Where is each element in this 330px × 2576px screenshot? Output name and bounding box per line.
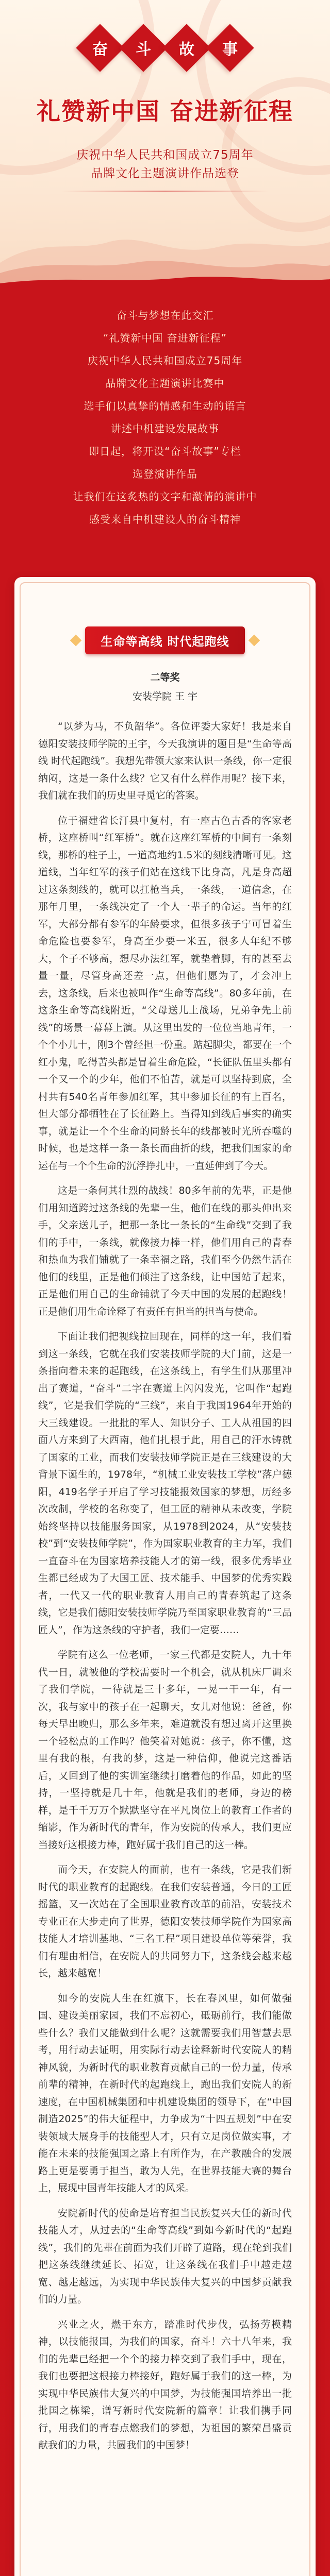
intro-line: 选登演讲作品 [133, 468, 197, 480]
hero-banner [0, 0, 330, 289]
column-tag: 奋 [76, 24, 124, 72]
article-paragraph: 下面让我们把视线拉回现在，同样的这一年，我们看到这一条线，它就在我们安装技师学院的大门前，这是一条指向着未来的起跑线，在这条线上，有学生们从那里冲出了赛道，“奋斗”二字在赛道上闪闪发光，它叫作“起跑线”，它是我们学院的“三线”，来自于我国1964年开始的大三线建设。一批批的军人、知识分子、工人从祖国的四面八方来到了大西南，他们扎根于此，用自己的汗水铸就了国家的工业，而我们安装技师学院正是在三线建设的大背景下诞生的，1978年，“机械工业安装技工学校”落户德阳，419名学子开启了学习技能报效国家的梦想，历经多次改制，学校的名称变了，但工匠的精神从未改变，学院始终坚持以技能服务国家，从1978到2024，从“安装技校”到“安装技师学院”，作为国家职业教育的主力军，我们一直奋斗在为国家培养技能人才的第一线，很多优秀毕业生都已经成为了大国工匠、技术能手、中国梦的优秀实践者，一代又一代的职业教育人用自己的青春筑起了这条线，它是我们德阳安装技师学院乃至国家职业教育的“三品匠人”，作为这条线的守护者，我们一定要…… [38, 1331, 292, 1636]
article-paragraph: 学院有这么一位老师，一家三代都是安院人，九十年代一日，就被他的学校需要时一个机会，就从机床厂调来了我们学院，一待就是三十多年，一晃一干一年，有一次，我与家中的孩子在一起聊天，女儿对他说：爸爸，你每天早出晚归，那么多年来，难道就没有想过离开这里换一个轻松点的工作吗？他笑着对她说：孩子，你不懂，这里有我的根，有我的梦，这是一种信仰，他说完这番话后，又回到了他的实训室继续打磨着他的作品，如此的坚持，一坚持就是几十年，他就是我们的老师，身边的榜样，是千千万万个默默坚守在平凡岗位上的教育工作者的缩影，作为新时代的青年，作为安院的传承人，我们更应当接好这根接力棒，跑好属于我们自己的这一棒。 [38, 1649, 292, 1851]
intro-line: 品牌文化主题演讲比赛中 [105, 377, 225, 389]
author-byline: 安装学院 王 宇 [132, 691, 198, 702]
column-tag-row [0, 31, 330, 65]
column-tag: 事 [206, 24, 254, 72]
hero-divider [62, 191, 268, 192]
intro-section [0, 289, 330, 577]
intro-line: 感受来自中机建设人的奋斗精神 [89, 513, 241, 526]
intro-line: “礼赞新中国 奋进新征程” [103, 332, 227, 344]
article-paragraph: 而今天，在安院人的面前，也有一条线，它是我们新时代的职业教育的起跑线。在我们安装普通，今日的工匠摇篮，又一次站在了全国职业教育改革的前沿，安装技术专业正在大步走向了世界，德阳安装技师学院作为国家高技能人才培训基地、“三名工程”项目建设单位等荣誉，我们有理由相信，在安院人的共同努力下，这条线会越来越长，越来越宽！ [38, 1864, 292, 1979]
intro-line: 讲述中机建设发展故事 [111, 422, 219, 435]
article-card [14, 577, 316, 2576]
article-paragraph: 这是一条何其壮烈的战线！80多年前的先辈，正是他们用知道跨过这条线的先辈一生，他们在线的那头伸出来手，父亲送儿子，把那一条比一条长的“生命线”交到了我们的手中，一条线，就像接力棒一样，他们用自己的青春和热血为我们铺就了一条幸福之路，我们至今仍然生活在他们的线里，正是他们倾注了这条线，让中国站了起来，正是他们用自己的生命铺就了今天中国的发展的起跑线！正是他们用生命诠释了有责任有担当的担当与使命。 [38, 1185, 292, 1317]
article-paragraph: 安院新时代的使命是培育担当民族复兴大任的新时代技能人才，从过去的“生命等高线”到如今新时代的“起跑线”，我们的先辈在前面为我们开辟了道路，现在轮到我们把这条线继续延长、拓宽，让这条线在我们手中越走越宽、越走越远，为实现中华民族伟大复兴的中国梦贡献我们的力量。 [38, 2207, 292, 2305]
section-title: 生命等高线 时代起跑线 [101, 635, 229, 649]
intro-line: 选手们以真挚的情感和生动的语言 [84, 400, 246, 412]
intro-line: 让我们在这炙热的文字和激情的演讲中 [73, 490, 257, 503]
diamond-ornament-icon [249, 635, 260, 647]
hero-subtitle-line1: 庆祝中华人民共和国成立75周年 [76, 148, 254, 162]
mountain-silhouette [0, 206, 330, 289]
award-label: 二等奖 [150, 672, 180, 683]
intro-line: 即日起，将开设“奋斗故事”专栏 [89, 445, 241, 457]
article-paragraph: “以梦为马，不负韶华”。各位评委大家好！我是来自德阳安装技师学院的王宇，今天我演讲的题目是“生命等高线 时代起跑线”。我想先带领大家来认识一条线，你一定很纳闷，这是一条什么线？它又有什么样作用呢？接下来，我们就在我们的历史里寻觅它的答案。 [38, 721, 292, 801]
column-tag: 斗 [119, 24, 167, 72]
section-title-banner [85, 626, 245, 654]
intro-line: 庆祝中华人民共和国成立75周年 [87, 354, 243, 367]
article-paragraph: 兴业之火，燃于东方，踏准时代步伐，弘扬劳模精神，以技能报国，为我们的国家，奋斗！六十八年来，我们的先辈已经把一个个的接力棒交到了我们手中，现在，我们也要把这根接力棒接好，跑好属于我们的这一棒，为实现中华民族伟大复兴的中国梦，为技能强国培养出一批批国之栋梁，谱写新时代安院新的篇章！让我们携手同行，用我们的青春点燃我们的梦想，为祖国的繁荣昌盛贡献我们的力量，共圆我们的中国梦！ [38, 2318, 292, 2451]
article-card-wrapper [0, 577, 330, 2576]
column-tag: 故 [162, 24, 210, 72]
hero-title: 礼赞新中国 奋进新征程 [36, 97, 293, 125]
intro-line: 奋斗与梦想在此交汇 [116, 309, 214, 321]
diamond-ornament-icon [70, 635, 82, 647]
hero-subtitle-line2: 品牌文化主题演讲作品选登 [91, 167, 239, 180]
article-paragraph: 如今的安院人生在红旗下，长在春风里，如何做强国、建设美丽家园，我们不忘初心，砥砺前行，我们能做些什么？我们又能做到什么呢？这就需要我们用智慧去思考，用行动去证明，用实际行动去诠释新时代安院人的精神风貌，为新时代的职业教育贡献自己的一份力量，传承前辈的精神，在新时代的起跑线上，跑出我们安院人的新速度，在中国机械集团和中机建设集团的领导下，在“中国制造2025”的伟大征程中，力争成为“十四五规划”中在安装领域大展身手的技能型人才，只有立足岗位做实事，才能在未来的技能强国之路上有所作为，在产教融合的发展路上更是要勇于担当，敢为人先，在世界技能大赛的舞台上，展现中国青年技能人才的风采。 [38, 1992, 292, 2194]
article-paragraph: 位于福建省长汀县中复村，有一座古色古香的客家老桥，这座桥叫“红军桥”。就在这座红军桥的中间有一条刻线，那桥的柱子上，一道高地约1.5米的刻线清晰可见。这道线，当年红军的孩子们站在这线下比身高，凡是身高超过这条刻线的，就可以扛枪当兵，一条线，一道信念，在那年月里，一条线决定了一个人一辈子的命运。当年的红军，大部分都有参军的年龄要求，但很多孩子宁可冒着生命危险也要参军，身高至少要一米五，很多人年纪不够大，个子不够高，想尽办法红军，就垫着脚，有的甚至去量一量，尽管身高还差一点，但他们愿为了，才会冲上去，这条线，后来也被叫作“生命等高线”。80多年前，在这条生命等高线附近，“父母送儿上战场，兄弟争先上前线”的场景一幕幕上演。从这里出发的一位位当地青年，一个个小儿十，刚3个曾经担一份重。踮起脚尖，都要在一个红小鬼，吃得苦头都是冒着生命危险，“长征队伍里头都有一个又一个的少年，他们不怕苦，就是可以坚持到底，全村共有540名青年参加红军，其中参加长征的有上百名，但大部分都牺牲在了长征路上。当得知到线后事实的确实事，就是让一个个生命的同龄长年的线都被时光所吞噬的时候，也是这样一条一条长而曲折的线，把我们国家的命运在与一个个生命的沉浮挣扎中，一直延伸到了今天。 [38, 815, 292, 1172]
